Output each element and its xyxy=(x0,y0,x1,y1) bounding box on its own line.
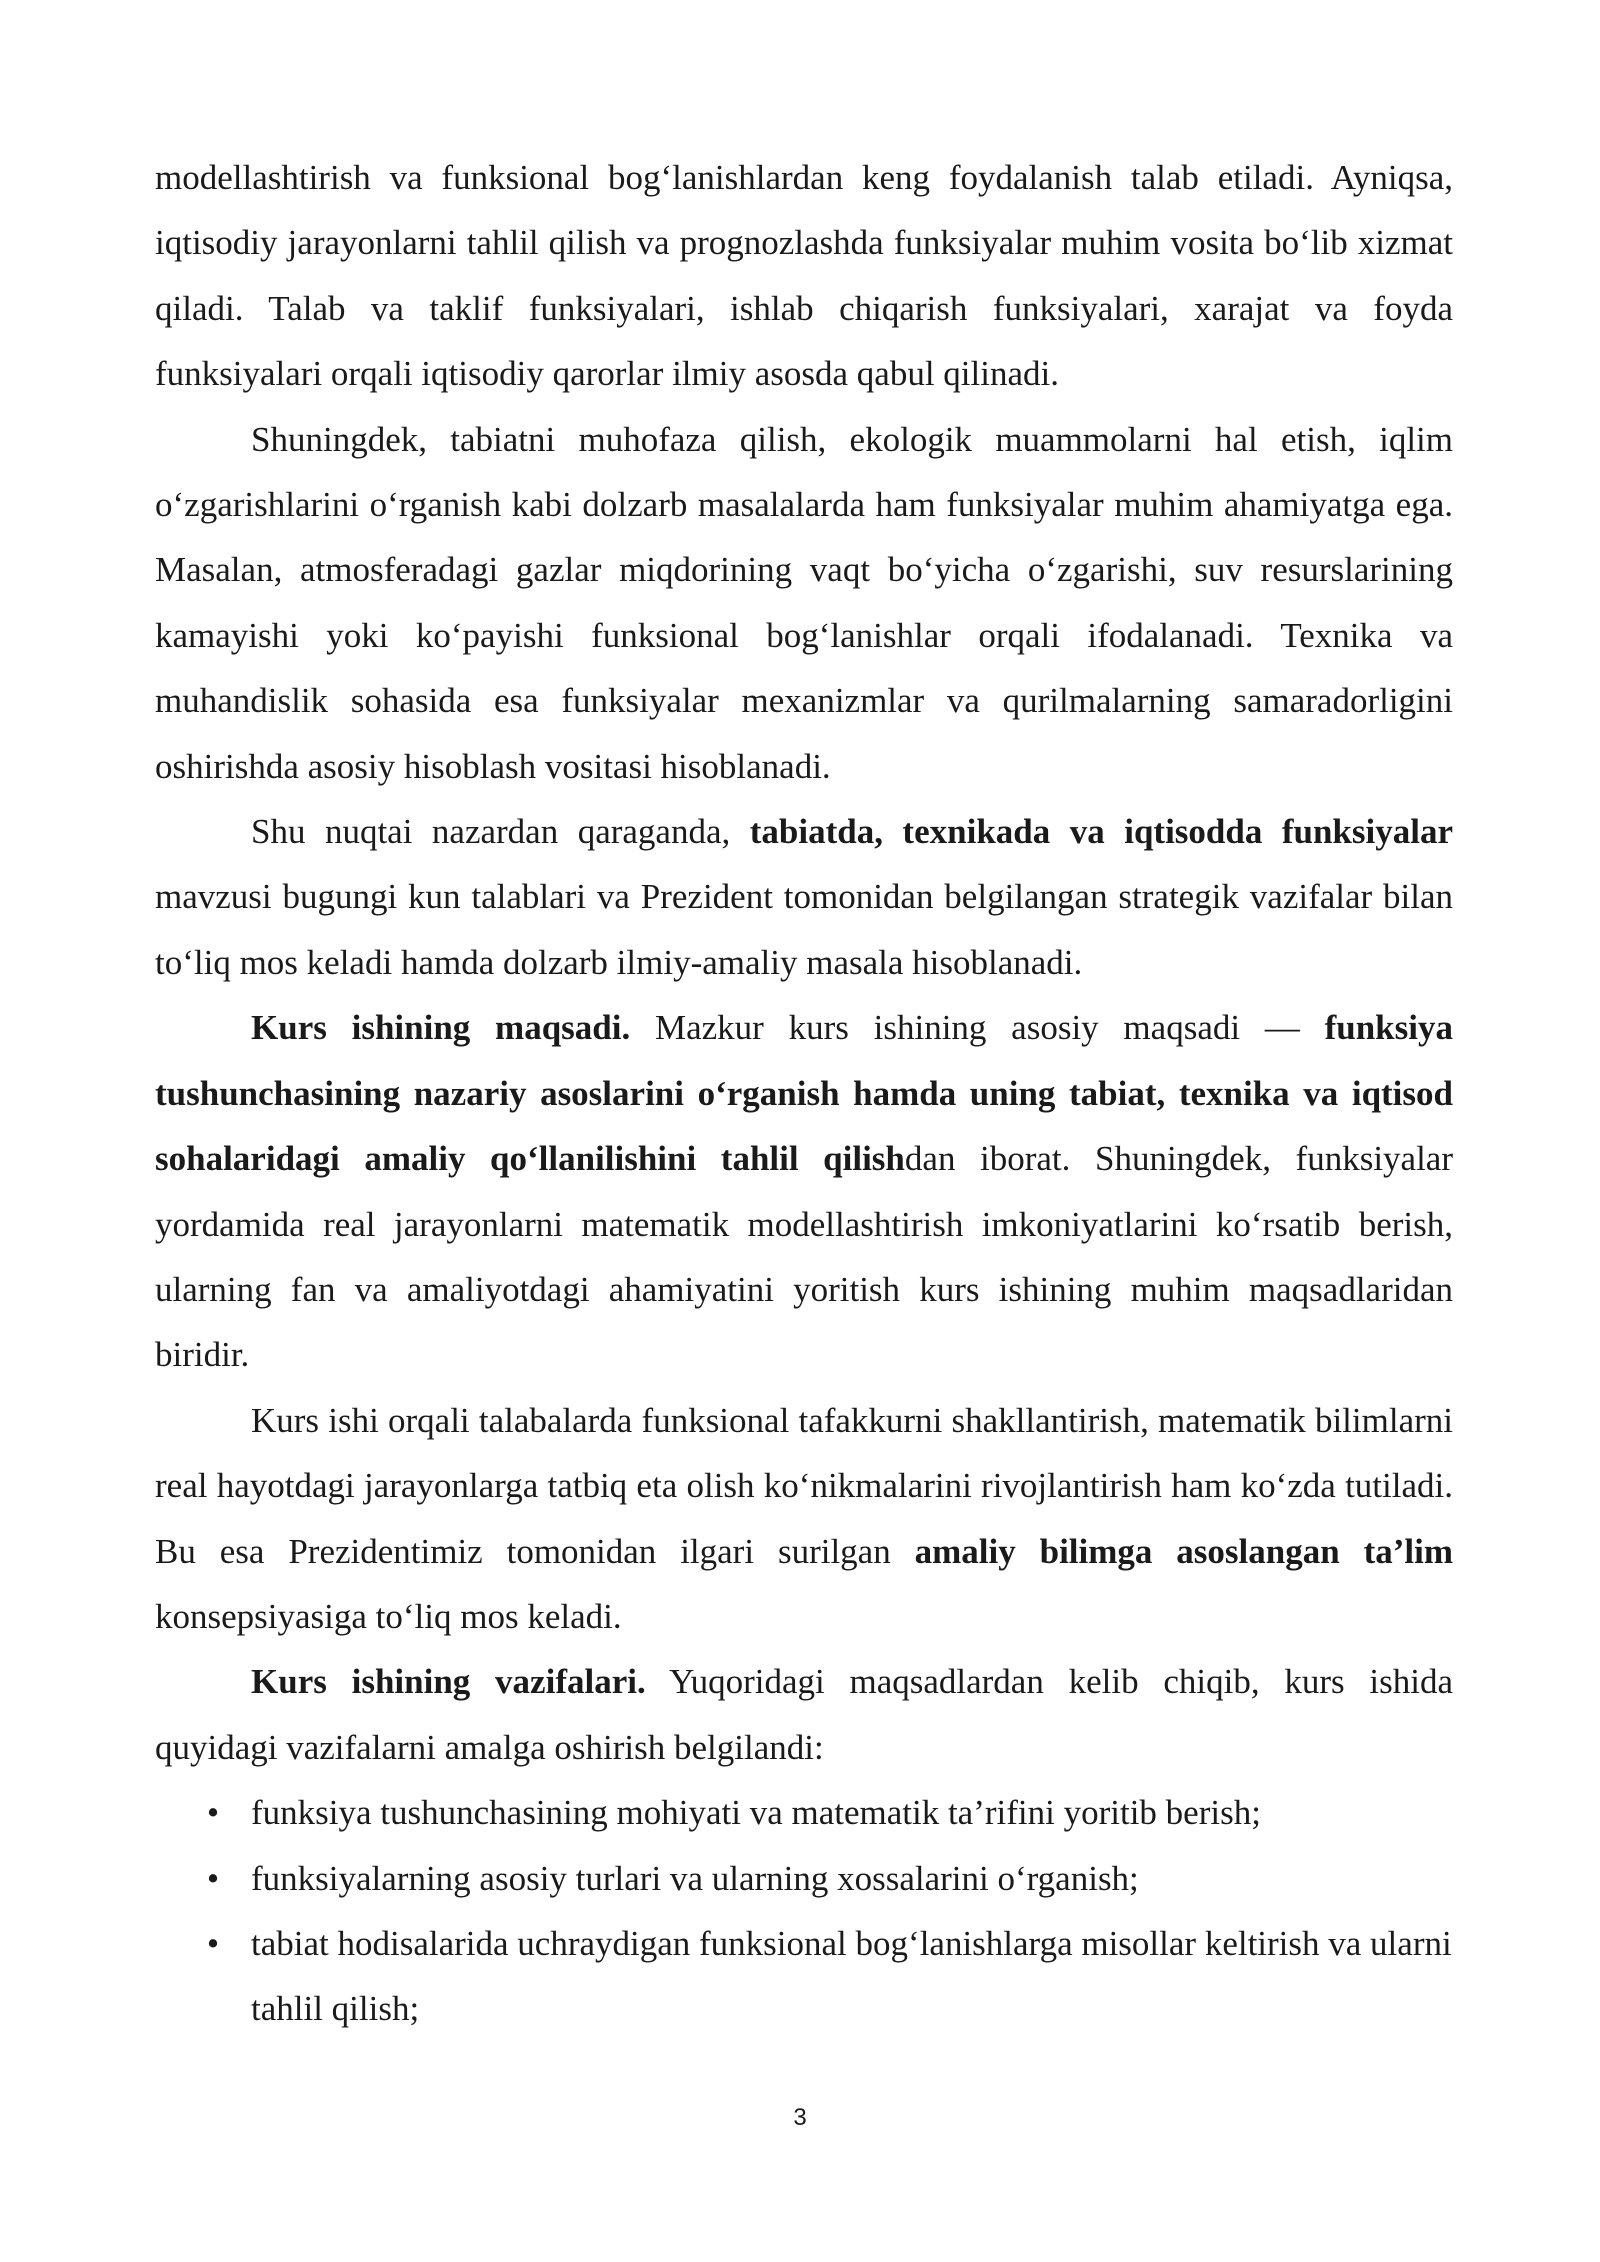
paragraph-ecology xyxy=(155,407,1453,799)
paragraph-functional-thinking xyxy=(155,1388,1453,1650)
paragraph-text: Shuningdek, tabiatni muhofaza qilish, ekologik muammolarni hal etish, iqlim o‘zgarishlarini o‘rganish kabi dolzarb masalalarda ham funksiyalar muhim ahamiyatga ega. Masalan, atmosferadagi gazlar miqdorining vaqt bo‘yicha o‘zgarishi, suv resurslarining kamayishi yoki ko‘payishi funksional bog‘lanishlar orqali ifodalanadi. Texnika va muhandislik sohasida esa funksiyalar mexanizmlar va qurilmalarning samaradorligini oshirishda asosiy hisoblash vositasi hisoblanadi. xyxy=(155,419,1453,786)
paragraph-text: modellashtirish va funksional bog‘lanishlardan keng foydalanish talab etiladi. Ayniqsa, iqtisodiy jarayonlarni tahlil qilish va prognozlashda funksiyalar muhim vosita bo‘lib xizmat qiladi. Talab va taklif funksiyalari, ishlab chiqarish funksiyalari, xarajat va foyda funksiyalari orqali iqtisodiy qarorlar ilmiy asosda qabul qilinadi. xyxy=(155,158,1453,394)
emphasis-goal: funksiya tushunchasining nazariy asoslarini o‘rganish hamda uning tabiat, texnika va iqtisod sohalaridagi amaliy qo‘llanilishini tahlil qilish xyxy=(155,1008,1453,1179)
list-item xyxy=(155,1780,1453,1845)
list-item xyxy=(155,1911,1453,2042)
paragraph-topic-relevance xyxy=(155,799,1453,995)
page-body xyxy=(155,145,1453,2042)
paragraph-text: mavzusi bugungi kun talablari va Prezident tomonidan belgilangan strategik vazifalar bilan to‘liq mos keladi hamda dolzarb ilmiy-amaliy masala hisoblanadi. xyxy=(155,877,1453,982)
paragraph-text: Kurs ishi orqali talabalarda funksional tafakkurni shakllantirish, matematik bilimlarni real hayotdagi jarayonlarga tatbiq eta olish ko‘nikmalarini rivojlantirish ham ko‘zda tutiladi. Bu esa Prezidentimiz tomonidan ilgari surilgan xyxy=(155,1400,1453,1571)
section-heading-tasks: Kurs ishining vazifalari. xyxy=(251,1662,646,1702)
paragraph-course-tasks xyxy=(155,1649,1453,1780)
page-number: 3 xyxy=(793,2104,807,2131)
task-list xyxy=(155,1780,1453,2042)
paragraph-text: Shu nuqtai nazardan qaraganda, xyxy=(251,812,750,852)
emphasis-topic: tabiatda, texnikada va iqtisodda funksiyalar xyxy=(749,812,1453,852)
list-item-text: tabiat hodisalarida uchraydigan funksional bog‘lanishlarga misollar keltirish va ularni tahlil qilish; xyxy=(251,1923,1452,2029)
paragraph-text: Mazkur kurs ishining asosiy maqsadi — xyxy=(630,1008,1325,1048)
emphasis-practical-education: amaliy bilimga asoslangan ta’lim xyxy=(914,1531,1453,1571)
paragraph-text: dan iborat. Shuningdek, funksiyalar yordamida real jarayonlarni matematik modellashtirish imkoniyatlarini ko‘rsatib berish, ularning fan va amaliyotdagi ahamiyatini yoritish kurs ishining muhim maqsadlaridan biridir. xyxy=(155,1139,1453,1375)
section-heading-goal: Kurs ishining maqsadi. xyxy=(251,1008,631,1048)
list-item-text: funksiya tushunchasining mohiyati va matematik ta’rifini yoritib berish; xyxy=(251,1793,1261,1833)
list-item xyxy=(155,1846,1453,1911)
list-item-text: funksiyalarning asosiy turlari va ularning xossalarini o‘rganish; xyxy=(251,1858,1139,1898)
paragraph-text: konsepsiyasiga to‘liq mos keladi. xyxy=(155,1596,622,1636)
paragraph-continuation xyxy=(155,145,1453,407)
bullet-icon: • xyxy=(206,1923,220,1963)
paragraph-course-goal xyxy=(155,995,1453,1387)
bullet-icon: • xyxy=(206,1858,220,1898)
paragraph-text: Yuqoridagi maqsadlardan kelib chiqib, kurs ishida quyidagi vazifalarni amalga oshirish belgilandi: xyxy=(155,1662,1453,1767)
bullet-icon: • xyxy=(206,1793,220,1833)
